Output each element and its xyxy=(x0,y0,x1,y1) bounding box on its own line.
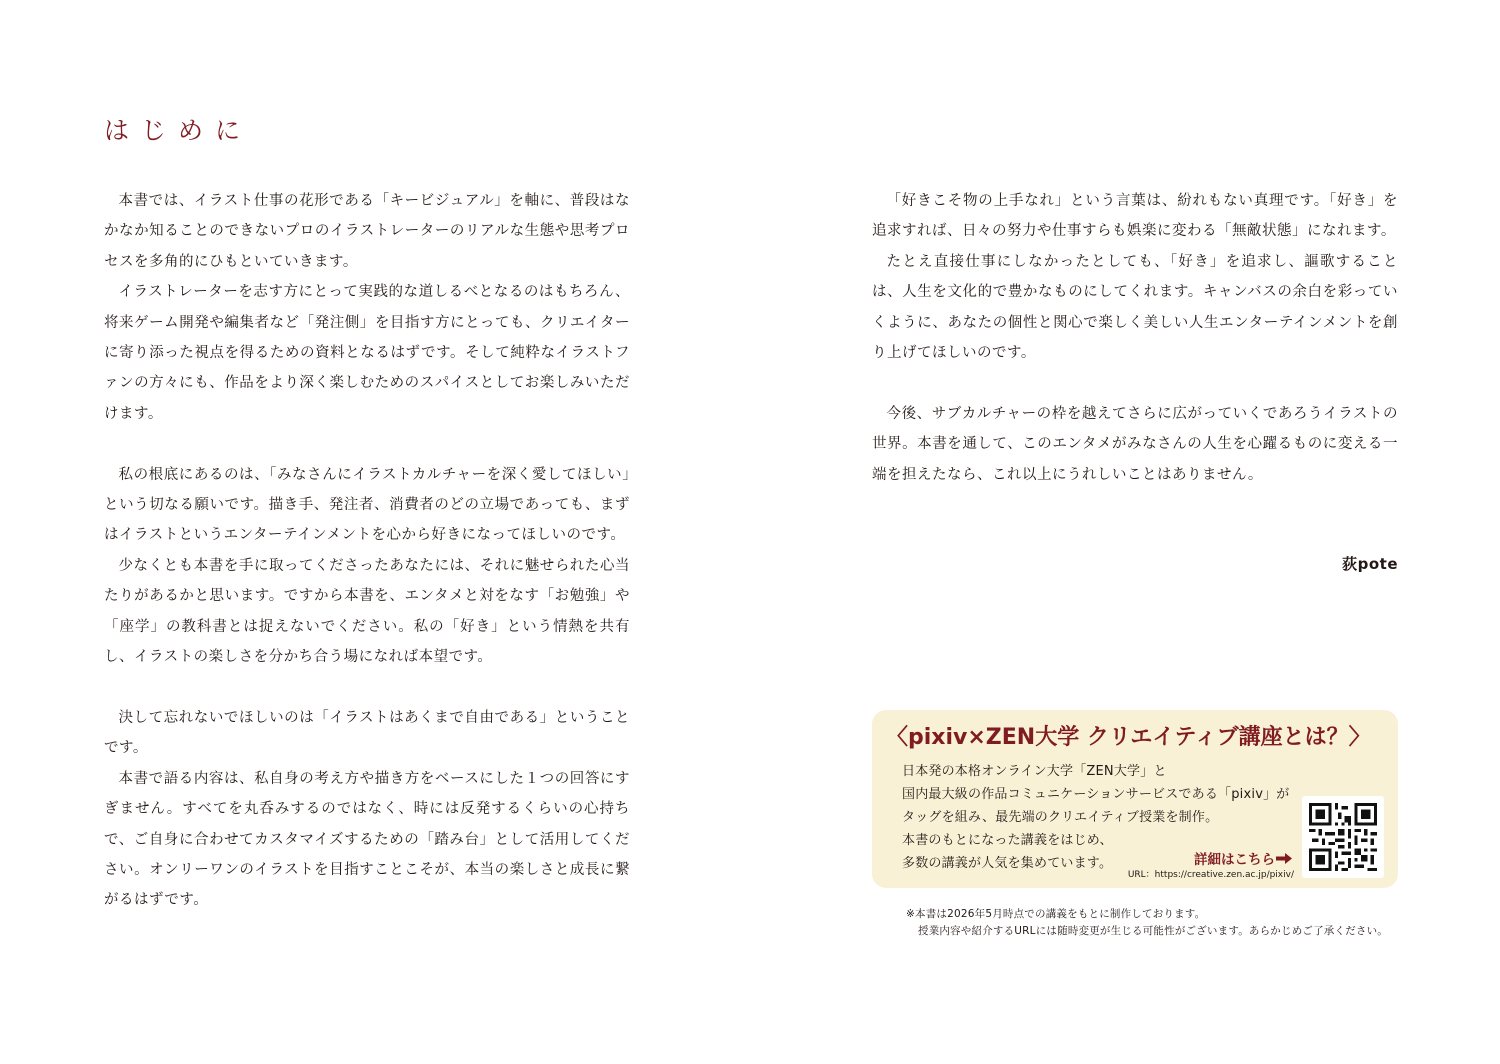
paragraph: 「好きこそ物の上手なれ」という言葉は、紛れもない真理です。「好き」を追求すれば、日々の努力や仕事すらも娯楽に変わる「無敵状態」になれます。 xyxy=(872,193,1398,240)
author-signature: 荻pote xyxy=(1342,555,1398,573)
promo-url[interactable]: URL：https://creative.zen.ac.jp/pixiv/ xyxy=(1127,870,1294,880)
promo-line: 日本発の本格オンライン大学「ZEN大学」と xyxy=(902,764,1167,779)
footnote xyxy=(906,906,1388,940)
paragraph: たとえ直接仕事にしなかったとしても、「好き」を追求し、謳歌することは、人生を文化的で豊かなものにしてくれます。キャンバスの余白を彩っていくように、あなたの個性と関心で楽しく美しい人生エンターテインメントを創り上げてほしいのです。 xyxy=(872,253,1398,362)
paragraph-gap xyxy=(104,429,630,459)
promo-line: 本書のもとになった講義をはじめ、 xyxy=(902,833,1113,848)
paragraph: 今後、サブカルチャーの枠を越えてさらに広がっていくであろうイラストの世界。本書を通して、このエンタメがみなさんの人生を心躍るものに変える一端を担えたなら、これ以上にうれしいことはありません。 xyxy=(872,405,1398,483)
right-column xyxy=(872,186,1398,490)
details-link-label: 詳細はこちら xyxy=(1194,852,1275,868)
paragraph: 決して忘れないでほしいのは「イラストはあくまで自由である」ということです。 xyxy=(104,709,630,757)
paragraph: 少なくとも本書を手に取ってくださったあなたには、それに魅せられた心当たりがあるかと思います。ですから本書を、エンタメと対をなす「お勉強」や「座学」の教科書とは捉えないでください。私の「好き」という情熱を共有し、イラストの楽しさを分かち合う場になれば本望です。 xyxy=(104,557,630,666)
promo-line: 国内最大級の作品コミュニケーションサービスである「pixiv」が xyxy=(902,787,1290,802)
paragraph: 私の根底にあるのは、「みなさんにイラストカルチャーを深く愛してほしい」という切なる願いです。描き手、発注者、消費者のどの立場であっても、まずはイラストというエンターテインメントを心から好きになってほしいのです。 xyxy=(104,466,630,544)
promo-line: タッグを組み、最先端のクリエイティブ授業を制作。 xyxy=(902,810,1219,825)
footnote-line: 授業内容や紹介するURLには随時変更が生じる可能性がございます。あらかじめご了承ください。 xyxy=(918,925,1388,937)
paragraph: 本書で語る内容は、私自身の考え方や描き方をベースにした１つの回答にすぎません。すべてを丸呑みするのではなく、時には反発するくらいの心持ちで、ご自身に合わせてカスタマイズするための「踏み台」として活用してください。オンリーワンのイラストを目指すことこそが、本当の楽しさと成長に繋がるはずです。 xyxy=(104,770,630,909)
left-column xyxy=(104,186,630,916)
promo-title: 〈pixiv×ZEN大学 クリエイティブ講座とは？〉 xyxy=(886,725,1371,750)
promo-line: 多数の講義が人気を集めています。 xyxy=(902,856,1113,871)
qr-code[interactable] xyxy=(1302,796,1384,878)
footnote-line: ※本書は2026年5月時点での講義をもとに制作しております。 xyxy=(906,908,1206,920)
details-link[interactable] xyxy=(1194,848,1292,868)
qr-code-icon xyxy=(1309,803,1377,871)
promo-box xyxy=(872,710,1398,888)
paragraph: 本書では、イラスト仕事の花形である「キービジュアル」を軸に、普段はなかなか知ることのできないプロのイラストレーターのリアルな生態や思考プロセスを多角的にひもといていきます。 xyxy=(104,193,630,270)
paragraph-gap xyxy=(872,368,1398,398)
paragraph: イラストレーターを志す方にとって実践的な道しるべとなるのはもちろん、将来ゲーム開発や編集者など「発注側」を目指す方にとっても、クリエイターに寄り添った視点を得るための資料となるはずです。そして純粋なイラストファンの方々にも、作品をより深く楽しむためのスパイスとしてお楽しみいただけます。 xyxy=(104,284,630,422)
paragraph-gap xyxy=(104,672,630,702)
page-title: はじめに xyxy=(104,115,253,145)
arrow-right-icon xyxy=(1276,853,1292,867)
